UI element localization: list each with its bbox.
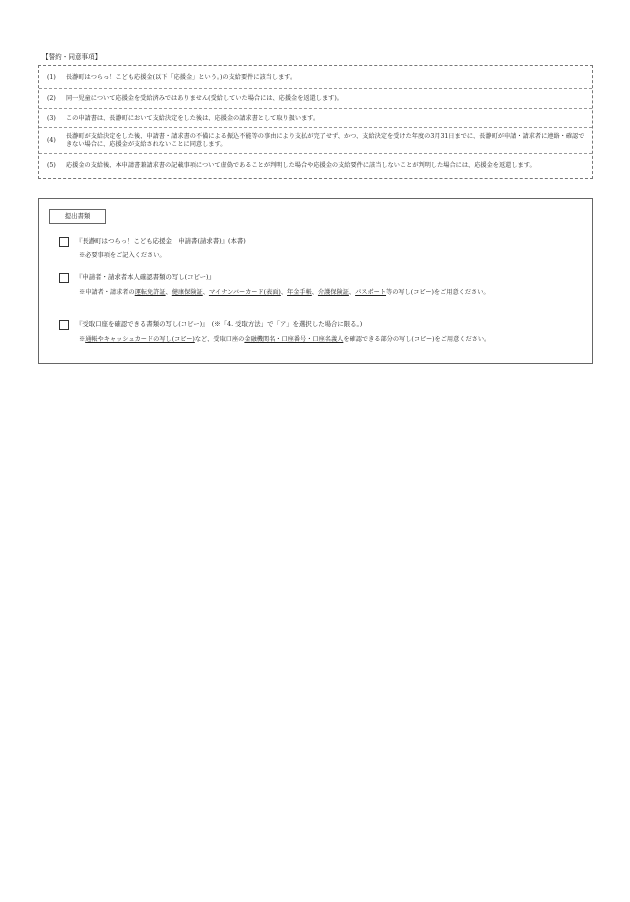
doc-2-note-underlined: マイナンバーカード(表面): [208, 289, 281, 296]
oath-item-text: 長瀞町が支給決定をした後、申請書・請求書の不備による振込不能等の事由により支払が完了せず、かつ、支給決定を受けた年度の3月31日までに、長瀞町が申請・請求者に連絡・確認できない場合に、応援金が支給されないことに同意します。: [66, 132, 585, 148]
doc-2-note-underlined: パスポート: [355, 289, 387, 296]
doc-1-title: 『長瀞町はつらっ！こども応援金 申請書(請求書)』(本書): [76, 237, 246, 245]
doc-2-note-text: 等の写し(コピー)をご用意ください。: [386, 289, 490, 296]
doc-3-note-text: など、受取口座の: [194, 336, 245, 343]
doc-2-note-text: ※申請者・請求者の: [79, 289, 135, 296]
doc-2-note-underlined: 運転免許証: [134, 289, 166, 296]
oath-item-5: [39, 153, 592, 178]
oath-item-number: (5): [47, 162, 56, 169]
doc-3-note-underlined: 金融機関名・口座番号・口座名義人: [244, 336, 344, 343]
oath-item-text: 応援金の支給後、本申請書兼請求書の記載事項について虚偽であることが判明した場合や応援金の支給要件に該当しないことが判明した場合には、応援金を返還します。: [66, 162, 536, 169]
oath-item-number: (4): [47, 136, 56, 144]
oath-item-number: (3): [47, 114, 56, 122]
doc-2-checkbox[interactable]: [59, 273, 69, 283]
oath-item-text: 長瀞町はつらっ！こども応援金(以下「応援金」という。)の支給要件に該当します。: [66, 74, 297, 81]
oath-item-text: この申請書は、長瀞町において支給決定をした後は、応援金の請求書として取り扱います。: [66, 114, 320, 122]
doc-2-note-separator: 、: [202, 289, 209, 296]
doc-2-note-separator: 、: [165, 289, 172, 296]
doc-3-note-text: を確認できる部分の写し(コピー)をご用意ください。: [343, 336, 491, 343]
oath-list: [38, 65, 593, 179]
doc-3-note-underlined: 通帳やキャッシュカードの写し(コピー): [85, 336, 195, 343]
oath-item-4: [39, 127, 592, 153]
oath-item-text: 同一児童について応援金を受給済みではありません(受給していた場合には、応援金を返還します)。: [66, 94, 343, 102]
doc-2-note-underlined: 介護保険証: [317, 289, 349, 296]
oath-section-title: 【誓約・同意事項】: [42, 53, 102, 61]
doc-2-note: [79, 289, 592, 297]
doc-2-note-underlined: 健康保険証: [171, 289, 203, 296]
doc-3-checkbox[interactable]: [59, 320, 69, 330]
doc-2-title: 『申請者・請求者本人確認書類の写し(コピー)』: [76, 273, 215, 281]
submission-documents-box: [38, 198, 593, 364]
doc-1-checkbox[interactable]: [59, 237, 69, 247]
submission-documents-header: 提出書類: [49, 209, 106, 224]
doc-2-note-separator: 、: [348, 289, 356, 296]
oath-item-number: (1): [47, 74, 56, 81]
doc-3-note-text: ※: [79, 336, 86, 343]
doc-2-note-separator: 、: [280, 289, 288, 296]
oath-item-2: [39, 88, 592, 108]
doc-1-note: ※必要事項をご記入ください。: [79, 252, 166, 259]
doc-3-title: 『受取口座を確認できる書類の写し(コピー)』 (※「4. 受取方法」で「ア」を選択した場合に限る。): [76, 320, 363, 328]
doc-3-note: [79, 336, 592, 344]
oath-item-number: (2): [47, 94, 56, 102]
doc-2-note-underlined: 年金手帳: [287, 289, 312, 296]
oath-item-1: [39, 68, 592, 88]
doc-2-note-separator: 、: [311, 289, 318, 296]
oath-item-3: [39, 108, 592, 128]
